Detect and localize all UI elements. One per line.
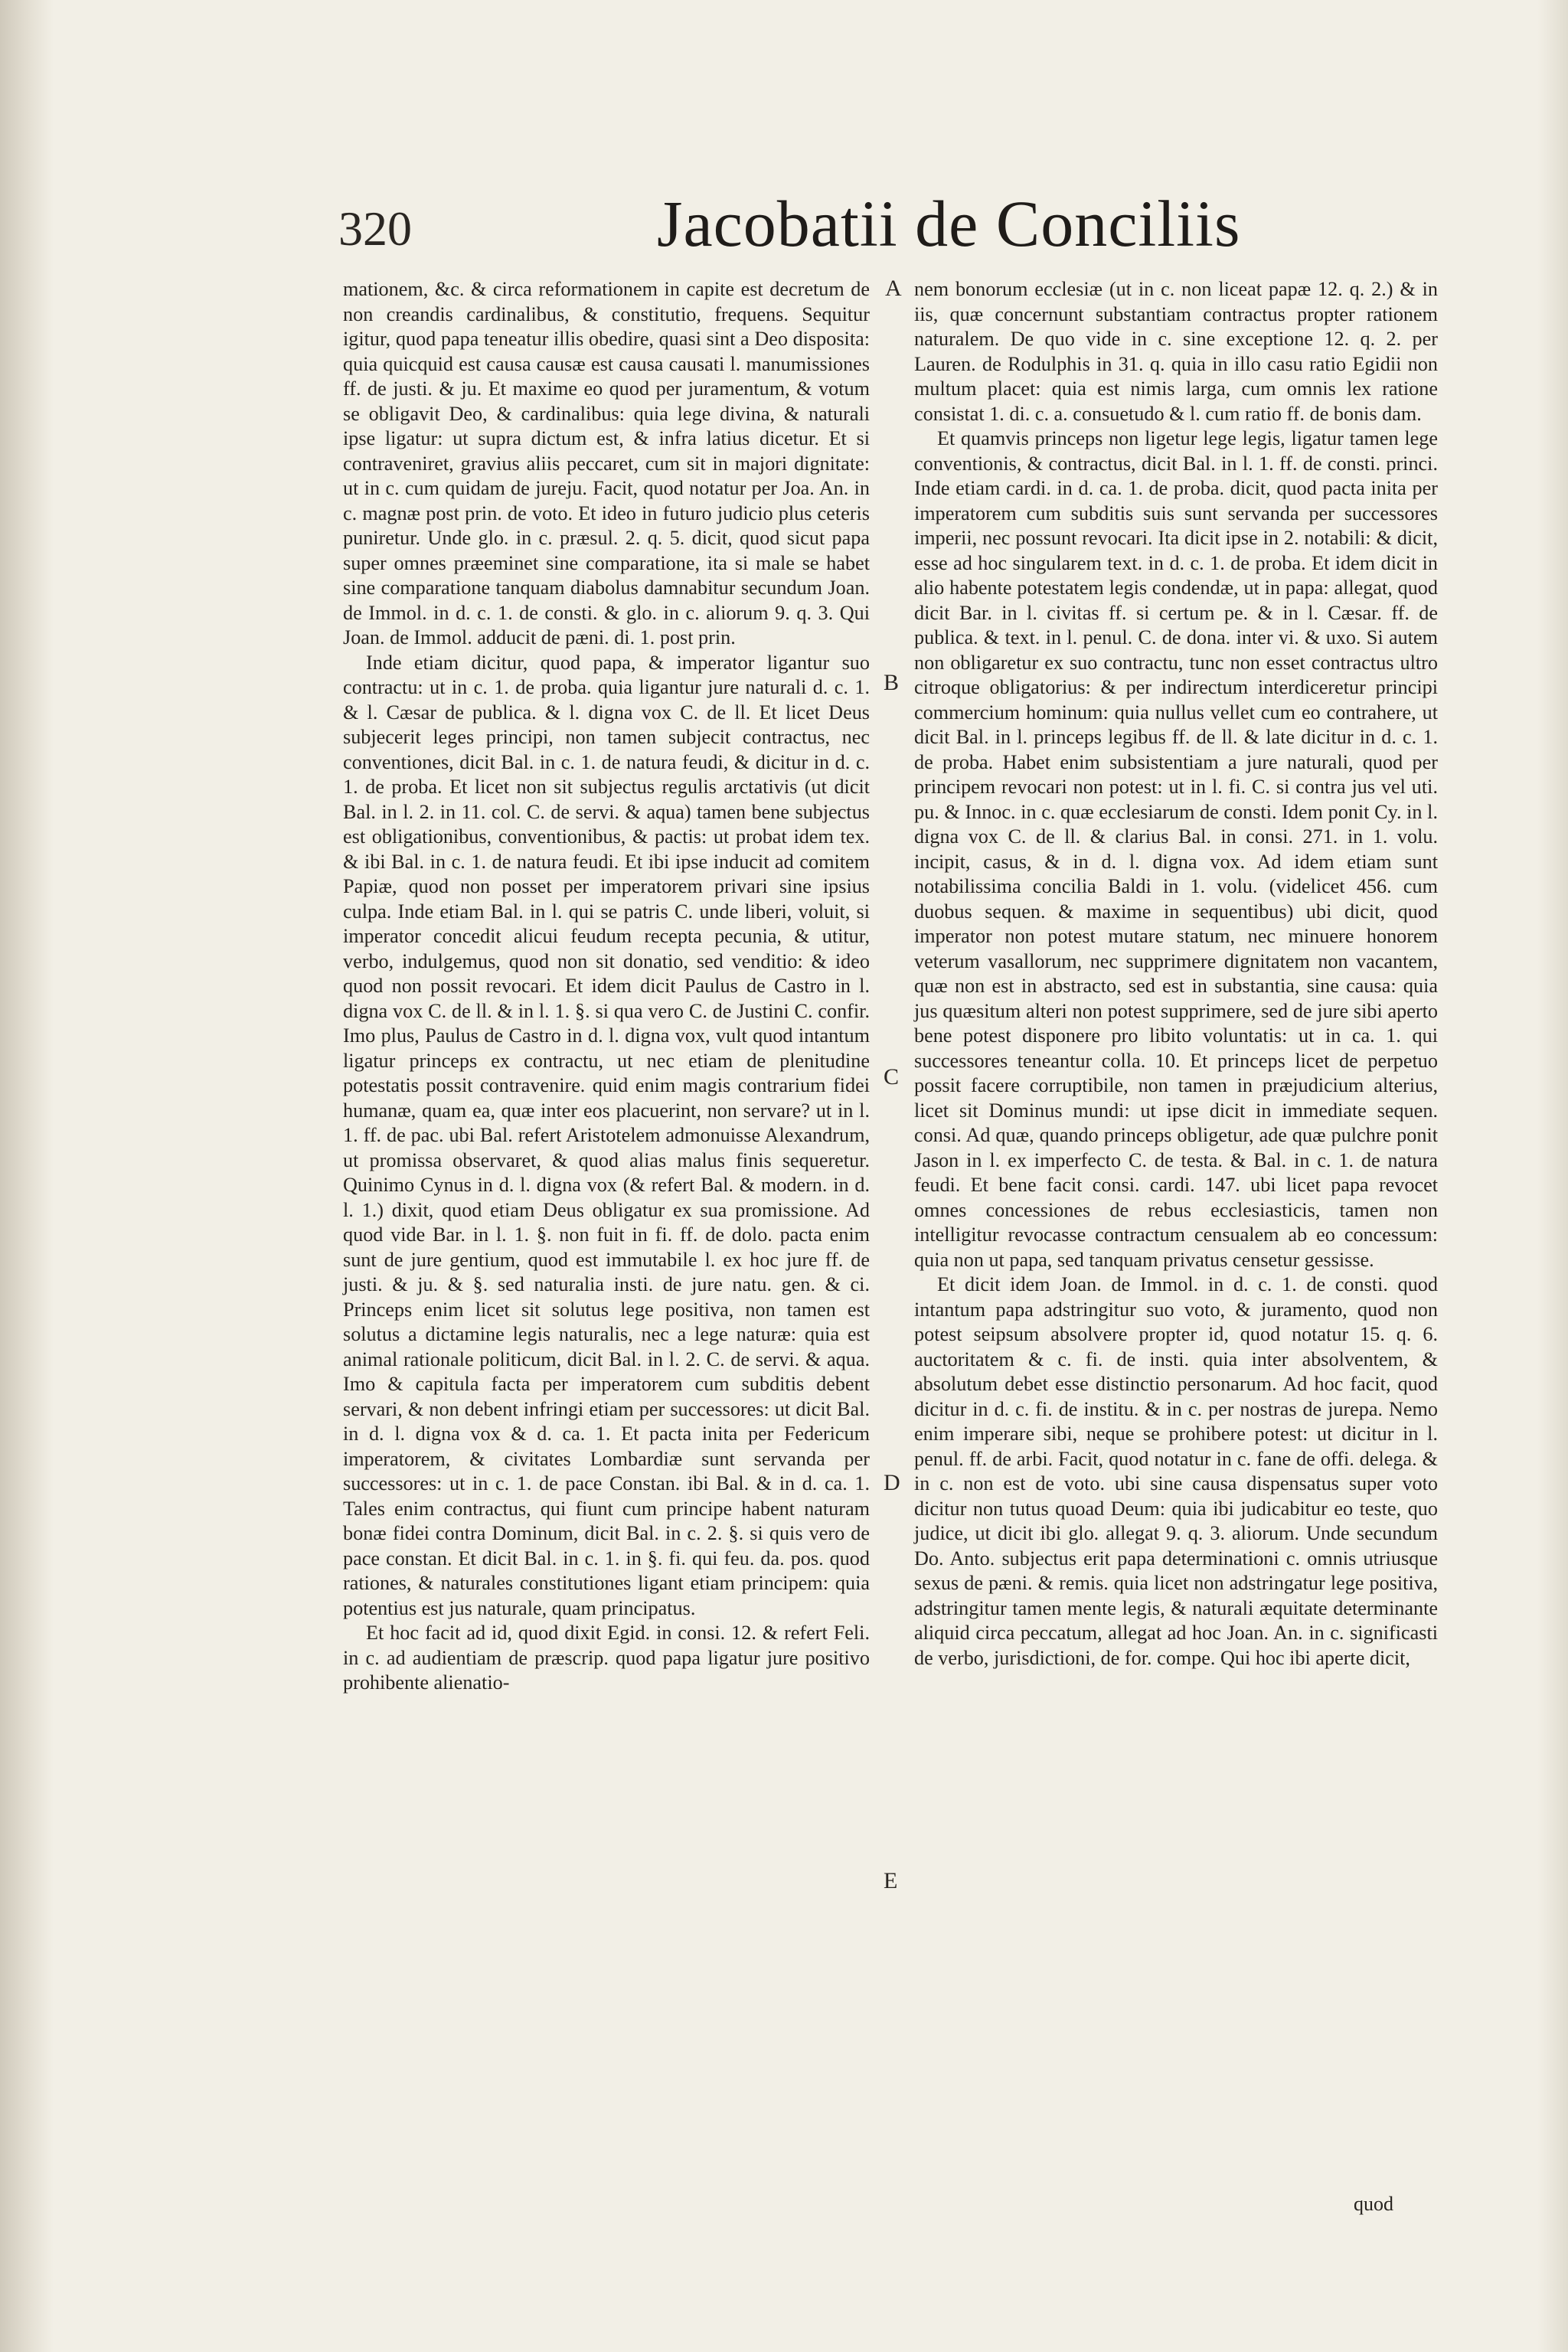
right-paragraph-1: nem bonorum ecclesiæ (ut in c. non liceat papæ 12. q. 2.) & in iis, quæ concernunt substantiam contractus propter rationem naturalem. De quo vide in c. sine exceptione 12. q. 2. per Lauren. de Rodulphis in 31. q. quia in illo casu ratio Egidii non multum placet: quia est nimis larga, cum omnis lex ratione consistat 1. di. c. a. consuetudo & l. cum ratio ff. de bonis dam. — [914, 278, 1438, 425]
margin-letter-a: A — [885, 276, 902, 301]
left-column — [343, 277, 870, 1696]
margin-letter-d: D — [884, 1470, 900, 1495]
gutter-shadow — [0, 0, 54, 2352]
right-paragraph-3: Et dicit idem Joan. de Immol. in d. c. 1. de consti. quod intantum papa adstringitur suo voto, & juramento, quod non potest seipsum absolvere propter id, quod notatur 15. q. 6. auctoritatem & c. fi. de insti. quia inter absolventem, & absolutum debet esse distinctio personarum. Ad hoc facit, quod dicitur in d. c. fi. de institu. & in c. per nostras de jurepa. Nemo enim imperare sibi, neque se prohibere potest: ut dicitur in l. penul. ff. de arbi. Facit, quod notatur in c. fane de offi. delega. & in c. non est de voto. ubi sine causa dispensatus super voto dicitur non tutus quoad Deum: quia ibi judicabitur eo teste, quo judice, ut dicit ibi glo. allegat 9. q. 3. aliorum. Unde secundum Do. Anto. subjectus erit papa determinationi c. omnis utriusque sexus de pæni. & remis. quia licet non adstringatur lege positiva, adstringitur tamen mente legis, & naturali æquitate determinante aliquid circa peccatum, allegat ad hoc Joan. An. in c. significasti de verbo, jurisdictioni, de for. compe. Qui hoc ibi aperte dicit, — [914, 1273, 1438, 1669]
page-number: 320 — [338, 201, 412, 256]
margin-letter-c: C — [884, 1064, 900, 1089]
page-edge-shadow — [1537, 0, 1568, 2352]
running-head-title: Jacobatii de Conciliis — [657, 187, 1241, 260]
left-paragraph-2: Inde etiam dicitur, quod papa, & imperator ligantur suo contractu: ut in c. 1. de proba. quia ligantur jure naturali d. c. 1. & l. Cæsar de publica. & l. digna vox C. de ll. Et licet Deus subjecerit leges principi, non tamen subjecit contractus, nec conventiones, dicit Bal. in c. 1. de natura feudi, & dicitur in d. c. 1. de proba. Et licet non sit subjectus regulis arctativis (ut dicit Bal. in l. 2. in 11. col. C. de servi. & aqua) tamen bene subjectus est obligationibus, conventionibus, & pactis: ut probat idem tex. & ibi Bal. in c. 1. de natura feudi. Et ibi ipse inducit ad comitem Papiæ, quod non posset per imperatorem privari sine ipsius culpa. Inde etiam Bal. in l. qui se patris C. unde liberi, voluit, si imperator concedit alicui feudum recepta pecunia, & utitur, verbo, indulgemus, quod non sit donatio, sed venditio: & ideo quod non possit revocari. Et idem dicit Paulus de Castro in l. digna vox C. de ll. & in l. 1. §. si qua vero C. de Justini C. confir. Imo plus, Paulus de Castro in d. l. digna vox, vult quod intantum ligatur princeps ex contractu, ut nec etiam de plenitudine potestatis possit contravenire. quid enim magis contrarium fidei humanæ, quam ea, quæ inter eos placuerint, non servare? ut in l. 1. ff. de pac. ubi Bal. refert Aristotelem admonuisse Alexandrum, ut promissa observaret, & quod alias malus finis sequeretur. Quinimo Cynus in d. l. digna vox (& refert Bal. & modern. in d. l. 1.) dixit, quod etiam Deus obligatur ex sua promissione. Ad quod vide Bar. in l. 1. §. non fuit in fi. ff. de dolo. pacta enim sunt de jure gentium, quod est immutabile l. ex hoc jure ff. de justi. & ju. & §. sed naturalia insti. de jure natu. gen. & ci. Princeps enim licet sit solutus lege positiva, non tamen est solutus a dictamine legis naturalis, nec a lege naturæ: quia est animal rationale politicum, dicit Bal. in l. 2. C. de servi. & aqua. Imo & capitula facta per imperatorem cum subditis debent servari, & non debent infringi etiam per successores: ut dicit Bal. in d. l. digna vox & d. ca. 1. Et pacta inita per Federicum imperatorem, & civitates Lombardiæ sunt servanda per successores: ut in c. 1. de pace Constan. ibi Bal. & in d. ca. 1. Tales enim contractus, qui fiunt cum principe habent naturam bonæ fidei contra Dominum, dicit Bal. in c. 2. §. si quis vero de pace constan. Et dicit Bal. in c. 1. in §. fi. qui feu. da. pos. quod rationes, & naturales constitutiones ligant etiam principem: quia potentius est jus naturale, quam principatus. — [343, 651, 870, 1619]
left-paragraph-3: Et hoc facit ad id, quod dixit Egid. in consi. 12. & refert Feli. in c. ad audientiam de præscrip. quod papa ligatur jure positivo prohibente alienatio- — [343, 1622, 870, 1694]
margin-letter-b: B — [884, 670, 900, 695]
left-paragraph-1: mationem, &c. & circa reformationem in capite est decretum de non creandis cardinalibus, & constitutio, frequens. Sequitur igitur, quod papa teneatur illis obedire, quasi sint a Deo disposita: quia quicquid est causa causæ est causa causati l. manumissiones ff. de justi. & ju. Et maxime eo quod per juramentum, & votum se obligavit Deo, & cardinalibus: quia lege divina, & naturali ipse ligatur: ut supra dictum est, & infra latius dicetur. Et si contraveniret, gravius aliis peccaret, cum sit in majori dignitate: ut in c. cum quidam de jureju. Facit, quod notatur per Joa. An. in c. magnæ post prin. de voto. Et ideo in futuro judicio plus ceteris puniretur. Unde glo. in c. præsul. 2. q. 5. dicit, quod sicut papa super omnes præeminet sine comparatione, ita si male se habet sine comparatione tanquam diabolus damnabitur secundum Joan. de Immol. in d. c. 1. de consti. & glo. in c. aliorum 9. q. 3. Qui Joan. de Immol. adducit de pæni. di. 1. post prin. — [343, 278, 870, 648]
margin-letter-e: E — [884, 1868, 898, 1893]
catchword: quod — [1354, 2193, 1393, 2215]
right-paragraph-2: Et quamvis princeps non ligetur lege legis, ligatur tamen lege conventionis, & contractus, dicit Bal. in l. 1. ff. de consti. princi. Inde etiam cardi. in d. ca. 1. de proba. dicit, quod pacta inita per imperatorem cum subditis suis sunt servanda per successores imperii, nec possunt revocari. Ita dicit ipse in 2. notabili: & dicit, esse ad hoc singularem text. in d. c. 1. de proba. Et idem dicit in alio habente potestatem legis condendæ, ut in papa: allegat, quod dicit Bar. in l. civitas ff. si certum pe. & in l. Cæsar. ff. de publica. & text. in l. penul. C. de dona. inter vi. & uxo. Si autem non obligaretur ex suo contractu, tunc non esset contractus ultro citroque obligatorius: & per indirectum interdiceretur principi commercium hominum: quia nullus vellet cum eo contrahere, ut dicit Bal. in l. princeps legibus ff. de ll. & late dicitur in d. c. 1. de proba. Habet enim subsistentiam a jure naturali, quod per principem revocari non potest: ut in l. fi. C. si contra jus vel uti. pu. & Innoc. in c. quæ ecclesiarum de consti. Idem ponit Cy. in l. digna vox C. de ll. & clarius Bal. in consi. 271. in 1. volu. incipit, casus, & in d. l. digna vox. Ad idem etiam sunt notabilissima concilia Baldi in 1. volu. (videlicet 456. cum duobus sequen. & maxime in sequentibus) ubi dicit, quod imperator non potest mutare statum, nec minuere honorem veterum vasallorum, nec supprimere dignitatem non vacantem, quæ non est in abstracto, sed est in substantia, sine causa: quia jus quæsitum alteri non potest supprimere, sed de jure sibi aperto bene potest disponere pro libito voluntatis: ut in ca. 1. qui successores teneantur colla. 10. Et princeps licet de perpetuo possit facere corruptibile, non tamen in præjudicium alterius, licet sit Dominus mundi: ut ipse dicit in immediate sequen. consi. Ad quæ, quando princeps obligetur, ade quæ pulchre ponit Jason in l. ex imperfecto C. de testa. & Bal. in c. 1. de natura feudi. Et bene facit consi. cardi. 147. ubi licet papa revocet omnes concessiones de rebus ecclesiasticis, tamen non intelligitur revocasse contractum censualem ab eo concessum: quia non ut papa, sed tanquam privatus censetur gessisse. — [914, 427, 1438, 1271]
right-column — [914, 277, 1438, 1671]
